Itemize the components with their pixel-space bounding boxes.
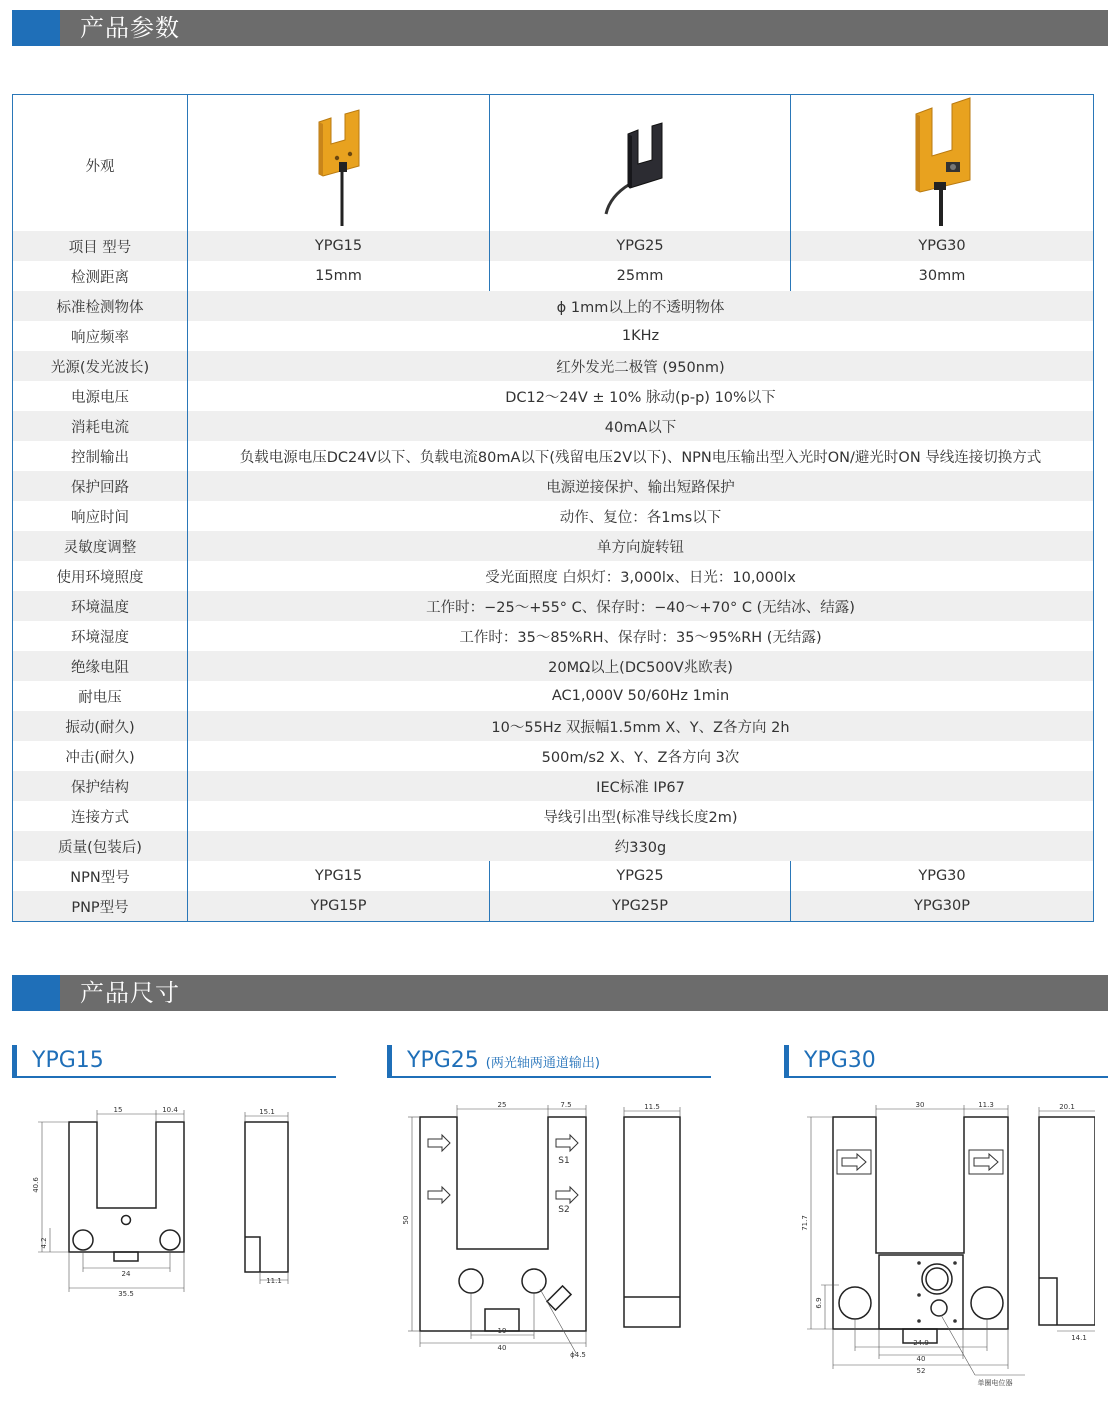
spec-row-label: 环境温度 <box>13 591 188 621</box>
ypg25-label-s1: S1 <box>558 1156 570 1166</box>
appearance-row <box>13 95 1094 232</box>
spec-row-label: 控制输出 <box>13 441 188 471</box>
spec-row-value: 1KHz <box>621 328 660 344</box>
ypg25-dim-hole-pitch: 19 <box>497 1327 507 1335</box>
spec-row <box>13 711 1094 741</box>
ypg30-dim-title <box>784 1045 1108 1079</box>
ypg25-dim-width: 40 <box>497 1344 507 1352</box>
spec-row-value: 40mA以下 <box>188 411 1094 441</box>
ypg25-subtitle: (两光轴两通道输出) <box>485 1056 600 1071</box>
ypg30-pot-label: 单圈电位器 <box>977 1379 1013 1387</box>
model-header-row-value: YPG15 <box>188 231 490 261</box>
spec-row-value: 单方向旋转钮 <box>188 531 1094 561</box>
detect-distance-row-value: 15mm <box>188 261 490 291</box>
ypg25-photo <box>490 95 791 232</box>
spec-row-value: 工作时：−25～+55° C、保存时：−40～+70° C (无结冰、结露) <box>188 591 1094 621</box>
params-section-title: 产品参数 <box>80 14 180 42</box>
ypg15-dim-side-b: 11.1 <box>266 1277 282 1285</box>
spec-row-value: 负载电源电压DC24V以下、负载电流80mA以下(残留电压2V以下)、NPN电压输出型入光时ON/避光时ON 导线连接切换方式 <box>239 449 1042 466</box>
spec-row <box>13 531 1094 561</box>
spec-row-value: 工作时：35～85%RH、保存时：35～95%RH (无结露) <box>459 629 822 646</box>
detect-distance-row-value: 30mm <box>918 268 966 284</box>
spec-row-value: IEC标准 IP67 <box>188 771 1094 801</box>
spec-row-value: 电源逆接保护、输出短路保护 <box>188 471 1094 501</box>
title-accent-bar <box>784 1045 789 1077</box>
ypg15-dim-height: 40.6 <box>32 1177 40 1193</box>
model-header-row-value: YPG30 <box>791 231 1094 261</box>
dims-section-header <box>12 975 1108 1011</box>
spec-row-label: 使用环境照度 <box>13 561 188 591</box>
spec-row-label: 质量(包装后) <box>13 831 188 861</box>
spec-row-label: 消耗电流 <box>13 411 188 441</box>
ypg15-dim-width: 35.5 <box>118 1290 134 1298</box>
ypg25-dim-title-text <box>407 1047 600 1078</box>
ypg25-dimension-drawing <box>400 1095 700 1365</box>
ypg30-sensor-image <box>882 96 1002 226</box>
spec-row-label: 冲击(耐久) <box>13 741 188 771</box>
spec-row-value: 500m/s2 X、Y、Z各方向 3次 <box>541 749 740 766</box>
ypg30-dim-gap: 30 <box>915 1101 925 1109</box>
ypg25-dim-title <box>387 1045 711 1079</box>
ypg25-dim-side-w: 11.5 <box>644 1103 660 1111</box>
ypg15-dimension-drawing <box>20 1100 320 1310</box>
title-underline <box>387 1076 711 1078</box>
pnp-model-row-value: YPG30P <box>791 891 1094 922</box>
detect-distance-row-label: 检测距离 <box>13 261 188 291</box>
ypg30-dim-side-b: 14.1 <box>1071 1334 1087 1342</box>
pnp-model-row-value: YPG25P <box>490 891 791 922</box>
spec-row-value: 约330g <box>188 831 1094 861</box>
title-accent-bar <box>387 1045 392 1077</box>
npn-model-row-value: YPG15 <box>188 861 490 891</box>
ypg15-dim-title-text: YPG15 <box>32 1048 104 1073</box>
ypg15-dim-hole-h: 4.2 <box>40 1237 48 1249</box>
spec-row-label: 绝缘电阻 <box>13 651 188 681</box>
ypg15-photo <box>188 95 490 232</box>
pnp-model-row <box>13 891 1094 922</box>
ypg25-dim-hole-d: ϕ4.5 <box>570 1351 586 1359</box>
spec-row <box>13 291 1094 321</box>
spec-row-value: 红外发光二极管 (950nm) <box>188 351 1094 381</box>
spec-row <box>13 591 1094 621</box>
ypg25-sensor-image <box>580 96 700 226</box>
pnp-model-row-value: YPG15P <box>188 891 490 922</box>
ypg15-dim-title <box>12 1045 336 1079</box>
title-accent-bar <box>12 1045 17 1077</box>
title-underline <box>784 1076 1108 1078</box>
ypg30-dim-pitch: 24.9 <box>913 1339 929 1347</box>
ypg15-dim-arm: 10.4 <box>162 1106 178 1114</box>
ypg30-photo <box>791 95 1094 232</box>
spec-row <box>13 561 1094 591</box>
ypg30-dim-title-text: YPG30 <box>804 1048 876 1073</box>
ypg30-dim-side-w: 20.1 <box>1059 1103 1075 1111</box>
ypg15-sensor-image <box>279 96 399 226</box>
ypg25-title: YPG25 <box>407 1048 479 1073</box>
spec-row-label: 连接方式 <box>13 801 188 831</box>
spec-row <box>13 441 1094 471</box>
dims-section-title: 产品尺寸 <box>80 979 180 1007</box>
spec-row-value: ϕ 1mm以上的不透明物体 <box>188 291 1094 321</box>
ypg25-dim-height: 50 <box>402 1215 410 1225</box>
spec-row-label: 保护结构 <box>13 771 188 801</box>
spec-row <box>13 501 1094 531</box>
spec-row-value: 20MΩ以上(DC500V兆欧表) <box>188 651 1094 681</box>
npn-model-row-label: NPN型号 <box>13 861 188 891</box>
spec-row-label: 振动(耐久) <box>13 711 188 741</box>
detect-distance-row-value: 25mm <box>490 261 791 291</box>
npn-model-row-value: YPG30 <box>918 868 966 884</box>
spec-row-label: 耐电压 <box>13 681 188 711</box>
ypg30-dim-hole-h: 6.9 <box>815 1297 823 1309</box>
header-accent-block <box>12 975 60 1011</box>
spec-row-value: 10～55Hz 双振幅1.5mm X、Y、Z各方向 2h <box>188 711 1094 741</box>
detect-distance-row <box>13 261 1094 291</box>
ypg30-dim-height: 71.7 <box>801 1215 809 1231</box>
spec-row-value: AC1,000V 50/60Hz 1min <box>551 688 730 704</box>
npn-model-row-value: YPG25 <box>490 861 791 891</box>
spec-row-label: 环境湿度 <box>13 621 188 651</box>
ypg30-dim-w40: 40 <box>916 1355 926 1363</box>
model-header-row <box>13 231 1094 261</box>
spec-row <box>13 411 1094 441</box>
spec-row <box>13 801 1094 831</box>
pnp-model-row-label: PNP型号 <box>13 891 188 922</box>
spec-row-label: 响应时间 <box>13 501 188 531</box>
spec-row-value: 受光面照度 白炽灯：3,000lx、日光：10,000lx <box>485 569 796 586</box>
spec-row-value: DC12～24V ± 10% 脉动(p-p) 10%以下 <box>505 389 776 406</box>
spec-row <box>13 741 1094 771</box>
spec-row <box>13 621 1094 651</box>
ypg25-label-s2: S2 <box>558 1205 570 1215</box>
ypg15-dim-side-w: 15.1 <box>259 1108 275 1116</box>
spec-row <box>13 651 1094 681</box>
spec-row-label: 光源(发光波长) <box>13 351 188 381</box>
ypg25-dim-arm: 7.5 <box>560 1101 572 1109</box>
spec-row <box>13 321 1094 351</box>
ypg15-dim-hole-pitch: 24 <box>121 1270 131 1278</box>
spec-row-label: 保护回路 <box>13 471 188 501</box>
spec-row-label: 响应频率 <box>13 321 188 351</box>
spec-row-label: 灵敏度调整 <box>13 531 188 561</box>
spec-row-label: 标准检测物体 <box>13 291 188 321</box>
spec-row-value: 动作、复位：各1ms以下 <box>559 509 722 526</box>
ypg30-dim-width: 52 <box>916 1367 926 1375</box>
model-header-row-label: 项目 型号 <box>13 231 188 261</box>
params-section-header <box>12 10 1108 46</box>
spec-row <box>13 831 1094 861</box>
header-accent-block <box>12 10 60 46</box>
model-header-row-value: YPG25 <box>490 231 791 261</box>
ypg30-dimension-drawing <box>795 1095 1095 1395</box>
title-underline <box>12 1076 336 1078</box>
spec-row-label: 电源电压 <box>13 381 188 411</box>
spec-row <box>13 381 1094 411</box>
ypg15-dim-gap: 15 <box>113 1106 123 1114</box>
appearance-label: 外观 <box>13 95 188 232</box>
npn-model-row <box>13 861 1094 891</box>
spec-table <box>12 94 1094 922</box>
spec-row <box>13 681 1094 711</box>
ypg25-dim-gap: 25 <box>497 1101 507 1109</box>
spec-row-value: 导线引出型(标准导线长度2m) <box>543 809 738 826</box>
spec-row <box>13 471 1094 501</box>
spec-row <box>13 771 1094 801</box>
ypg30-dim-arm: 11.3 <box>978 1101 994 1109</box>
spec-row <box>13 351 1094 381</box>
